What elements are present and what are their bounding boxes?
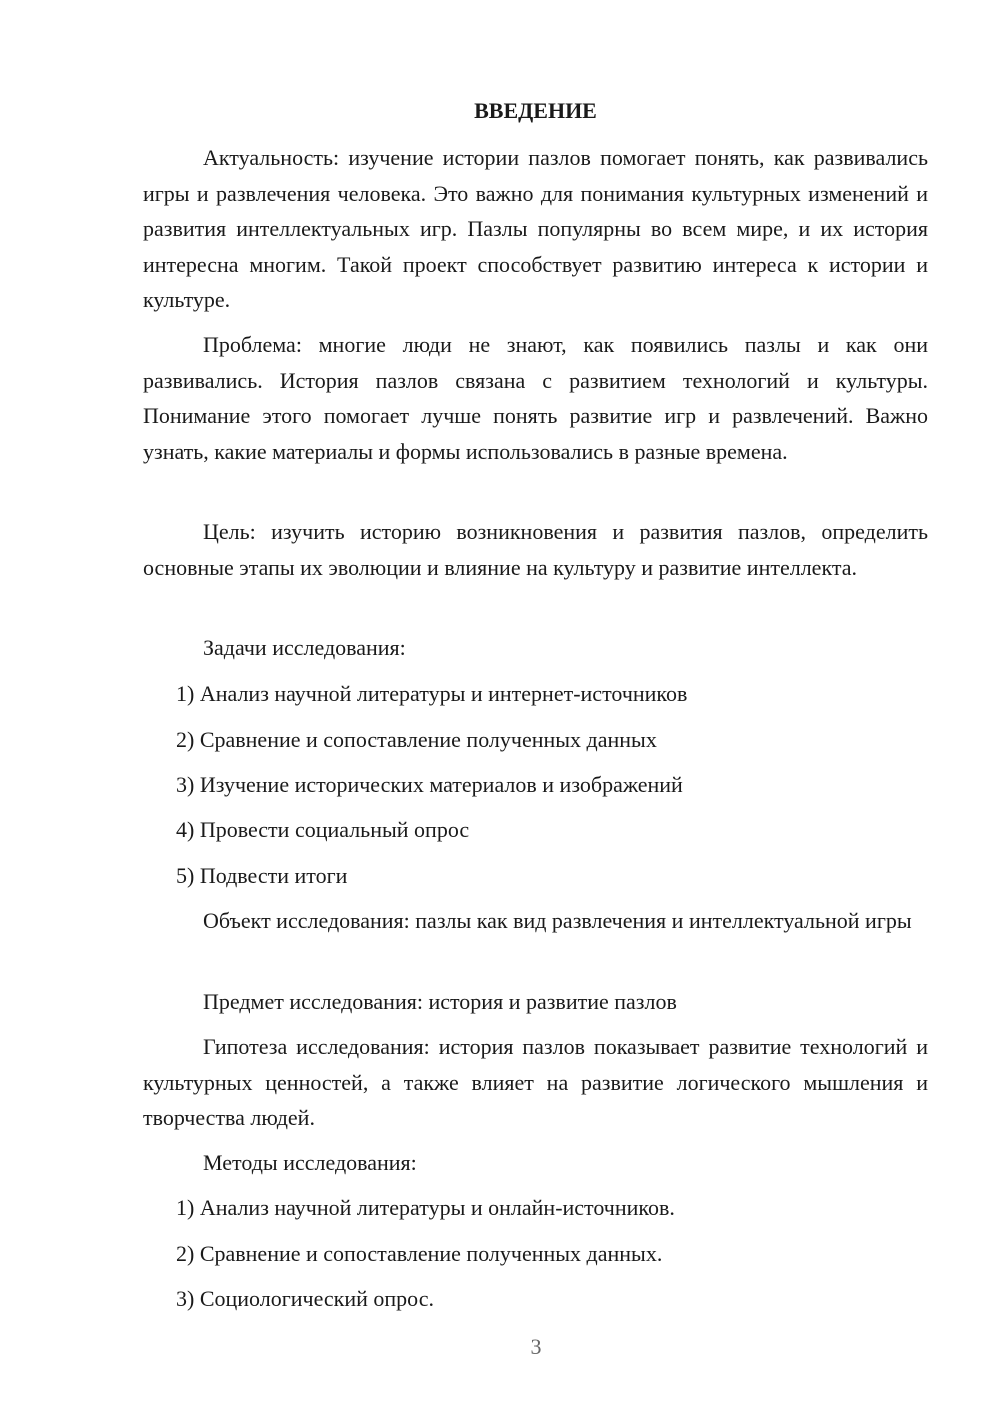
object-paragraph: Объект исследования: пазлы как вид развлечения и интеллектуальной игры	[203, 908, 912, 933]
tasks-heading: Задачи исследования:	[203, 635, 406, 660]
task-item: 3) Изучение исторических материалов и изображений	[176, 772, 683, 797]
method-item: 3) Социологический опрос.	[176, 1286, 434, 1311]
task-item: 4) Провести социальный опрос	[176, 817, 470, 842]
goal-paragraph: Цель: изучить историю возникновения и развития пазлов, определить основные этапы их эволюции и влияние на культуру и развитие интеллекта.	[143, 519, 928, 580]
page-number: 3	[530, 1334, 542, 1359]
page-title: ВВЕДЕНИЕ	[474, 98, 597, 123]
task-item: 2) Сравнение и сопоставление полученных данных	[176, 727, 657, 752]
problem-paragraph: Проблема: многие люди не знают, как появились пазлы и как они развивались. История пазлов связана с развитием технологий и культуры. Понимание этого помогает лучше понять развитие игр и развлечений. Важно узнать, какие материалы и формы использовались в разные времена.	[143, 332, 928, 464]
task-item: 5) Подвести итоги	[176, 863, 348, 888]
method-item: 2) Сравнение и сопоставление полученных данных.	[176, 1241, 663, 1266]
hypothesis-paragraph: Гипотеза исследования: история пазлов показывает развитие технологий и культурных ценностей, а также влияет на развитие логического мышления и творчества людей.	[143, 1034, 928, 1130]
method-item: 1) Анализ научной литературы и онлайн-источников.	[176, 1195, 675, 1220]
subject-paragraph: Предмет исследования: история и развитие пазлов	[203, 989, 677, 1014]
methods-heading: Методы исследования:	[203, 1150, 417, 1175]
relevance-paragraph: Актуальность: изучение истории пазлов помогает понять, как развивались игры и развлечения человека. Это важно для понимания культурных изменений и развития интеллектуальных игр. Пазлы популярны во всем мире, и их история интересна многим. Такой проект способствует развитию интереса к истории и культуре.	[143, 145, 928, 312]
task-item: 1) Анализ научной литературы и интернет-источников	[176, 681, 688, 706]
